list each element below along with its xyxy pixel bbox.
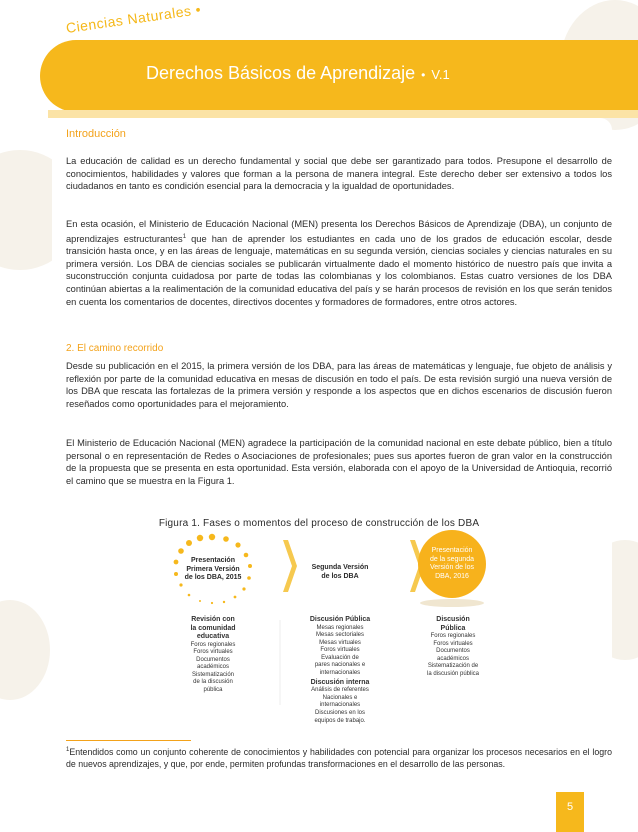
phase-1-item: Foros regionales xyxy=(190,641,236,648)
page-title xyxy=(146,63,450,84)
phase-2-item: Mesas regionales xyxy=(316,624,364,631)
phase-2-item: Mesas sectoriales xyxy=(315,632,365,639)
phase-1-item: académicos xyxy=(196,664,229,671)
footnote-rule xyxy=(66,740,191,741)
phase-2-item: Evaluación de xyxy=(321,654,359,661)
phase-1-label-line: de los DBA, 2015 xyxy=(184,574,242,581)
phase-3-circle xyxy=(418,530,486,598)
subject-label: Ciencias Naturales • xyxy=(64,1,203,36)
phase-3-label-line: de la segunda xyxy=(430,555,474,563)
phase-3-item: Sistematización de xyxy=(427,663,479,670)
phase-2-internal-item: Análisis de referentes xyxy=(311,687,369,694)
phase-1-subheading-line: la comunidad xyxy=(190,624,236,632)
phase-2-internal-heading: Discusión interna xyxy=(310,678,370,686)
section-2-paragraph-2: El Ministerio de Educación Nacional (MEN) agradece la participación de la comunidad nacional en este debate público, bien a título personal o en representación de Redes o Asociaciones de profesionales; pues sus aportes fueron de gran valor en la construcción de la propuesta que se presenta en esta oportunidad. Esta versión, elaborada con el apoyo de la Universidad de Antioquia, recorrió el camino que se muestra en la Figura 1. xyxy=(66,438,612,486)
section-2-heading: 2. El camino recorrido xyxy=(66,343,164,354)
phase-3-item: la discusión pública xyxy=(426,670,480,677)
phase-1-label xyxy=(172,557,254,583)
intro-paragraph-1: La educación de calidad es un derecho fundamental y social que debe ser garantizado para todos. Presupone el desarrollo de conocimientos, habilidades y valores que forman a la persona de manera integral. Este derecho deber ser extensivo a todos los ciudadanos en tanto es condición esencial para la democracia y la igualdad de oportunidades. xyxy=(66,156,612,192)
phase-1-subheading-line: educativa xyxy=(196,633,230,640)
page-number: 5 xyxy=(556,792,584,832)
phase-1-item: Foros virtuales xyxy=(193,649,233,656)
section-2-paragraph-1: Desde su publicación en el 2015, la primera versión de los DBA, para las áreas de matemáticas y lenguaje, fue objeto de análisis y reflexión por parte de la comunidad educativa en mesas de discusión en todo el país. De esta revisión surgió una nueva versión de los DBA que rescata las fortalezas de la primera versión y responde a los aspectos que en dichos escenarios de discusión fueron reseñados como oportunidades para el mejoramiento. xyxy=(66,361,612,409)
phase-3-item: académicos xyxy=(436,655,469,662)
phase-2-internal-item: internacionales xyxy=(319,702,361,709)
title-separator: • xyxy=(421,68,426,82)
header-band-shadow xyxy=(48,110,638,118)
footnote xyxy=(66,744,612,770)
intro-p2-part1: En esta ocasión, el Ministerio de Educación Nacional (MEN) presenta los Derechos Básicos de Aprendizaje (DBA), un conjunto de aprendizajes estructurantes xyxy=(66,219,612,244)
intro-heading: Introducción xyxy=(66,128,126,140)
phase-3-item: Foros virtuales xyxy=(433,640,473,647)
phase-2-item: Foros virtuales xyxy=(320,647,360,654)
phase-2-internal-item: equipos de trabajo. xyxy=(314,717,366,724)
phase-2-internal-item: Nacionales e xyxy=(322,694,358,701)
phase-1-label-line: Presentación xyxy=(191,557,235,564)
phase-2-item: pares nacionales e xyxy=(314,662,366,669)
figure-title: Figura 1. Fases o momentos del proceso de construcción de los DBA xyxy=(158,518,480,529)
phase-3-label-line: DBA, 2016 xyxy=(435,572,469,580)
phase-1-subheading-line: Revisión con xyxy=(191,616,235,623)
phase-2-label-line: Segunda Versión xyxy=(311,564,369,571)
phase-3-item: Foros regionales xyxy=(430,633,476,639)
version-label: V.1 xyxy=(431,67,450,82)
phase-2-internal-item: Discusiones en los xyxy=(314,709,366,716)
background-decoration xyxy=(0,600,50,700)
phase-2-item: Mesas virtuales xyxy=(319,639,361,646)
phase-1-item: de la discusión xyxy=(193,679,233,686)
title-text: Derechos Básicos de Aprendizaje xyxy=(146,63,416,83)
footnote-marker: 1 xyxy=(66,747,70,753)
footnote-text: Entendidos como un conjunto coherente de conocimientos y habilidades con potencial para organizar los procesos necesarios en el logro de nuevos aprendizajes, y que, por ende, permiten profundas transformaciones en el desarrollo de las personas. xyxy=(66,746,612,769)
phase-3-item: Documentos xyxy=(436,648,470,655)
intro-paragraph-2 xyxy=(66,218,612,308)
phase-3-label-line: Versión de los xyxy=(430,564,474,571)
phase-2-discussion-heading: Discusión Pública xyxy=(309,616,371,623)
phase-3-list xyxy=(410,616,496,679)
phase-1-item: Sistematización xyxy=(191,671,235,678)
phase-3-heading-line: Discusión xyxy=(436,616,470,623)
phase-1-list xyxy=(180,616,246,695)
phase-3-label-line: Presentación xyxy=(431,547,473,554)
phase-2-list xyxy=(296,616,384,725)
phase-2-label xyxy=(300,564,380,581)
phase-2-item: internacionales xyxy=(319,670,361,677)
phase-3-heading-line: Pública xyxy=(440,624,466,632)
phase-1-label-line: Primera Versión xyxy=(186,565,240,573)
phase-2-label-line: de los DBA xyxy=(321,572,359,580)
phase-1-item: pública xyxy=(203,687,223,694)
phase-1-item: Documentos xyxy=(196,656,230,663)
footnote-ref[interactable]: 1 xyxy=(182,233,187,240)
intro-p2-part2: que han de aprender los estudiantes en cada uno de los grados de educación escolar, desde transición hasta once, y en las áreas de lenguaje, matemáticas en su segunda versión, ciencias sociales y ciencias naturales en su primera versión. Los DBA de ciencias sociales se publicarán virtualmente dado el momento histórico de nuestro país que invita a suconstrucción conjunta cuidadosa por parte de todas las colombianas y los colombianos. Estas cuatro versiones de los DBA continúan abiertas a la realimentación de la comunidad educativa del país y se harán procesos de revisión en los que serán tenidos en cuenta los comentarios de docentes, directivos docentes y formadores de formadores, entre otros actores. xyxy=(66,233,612,307)
